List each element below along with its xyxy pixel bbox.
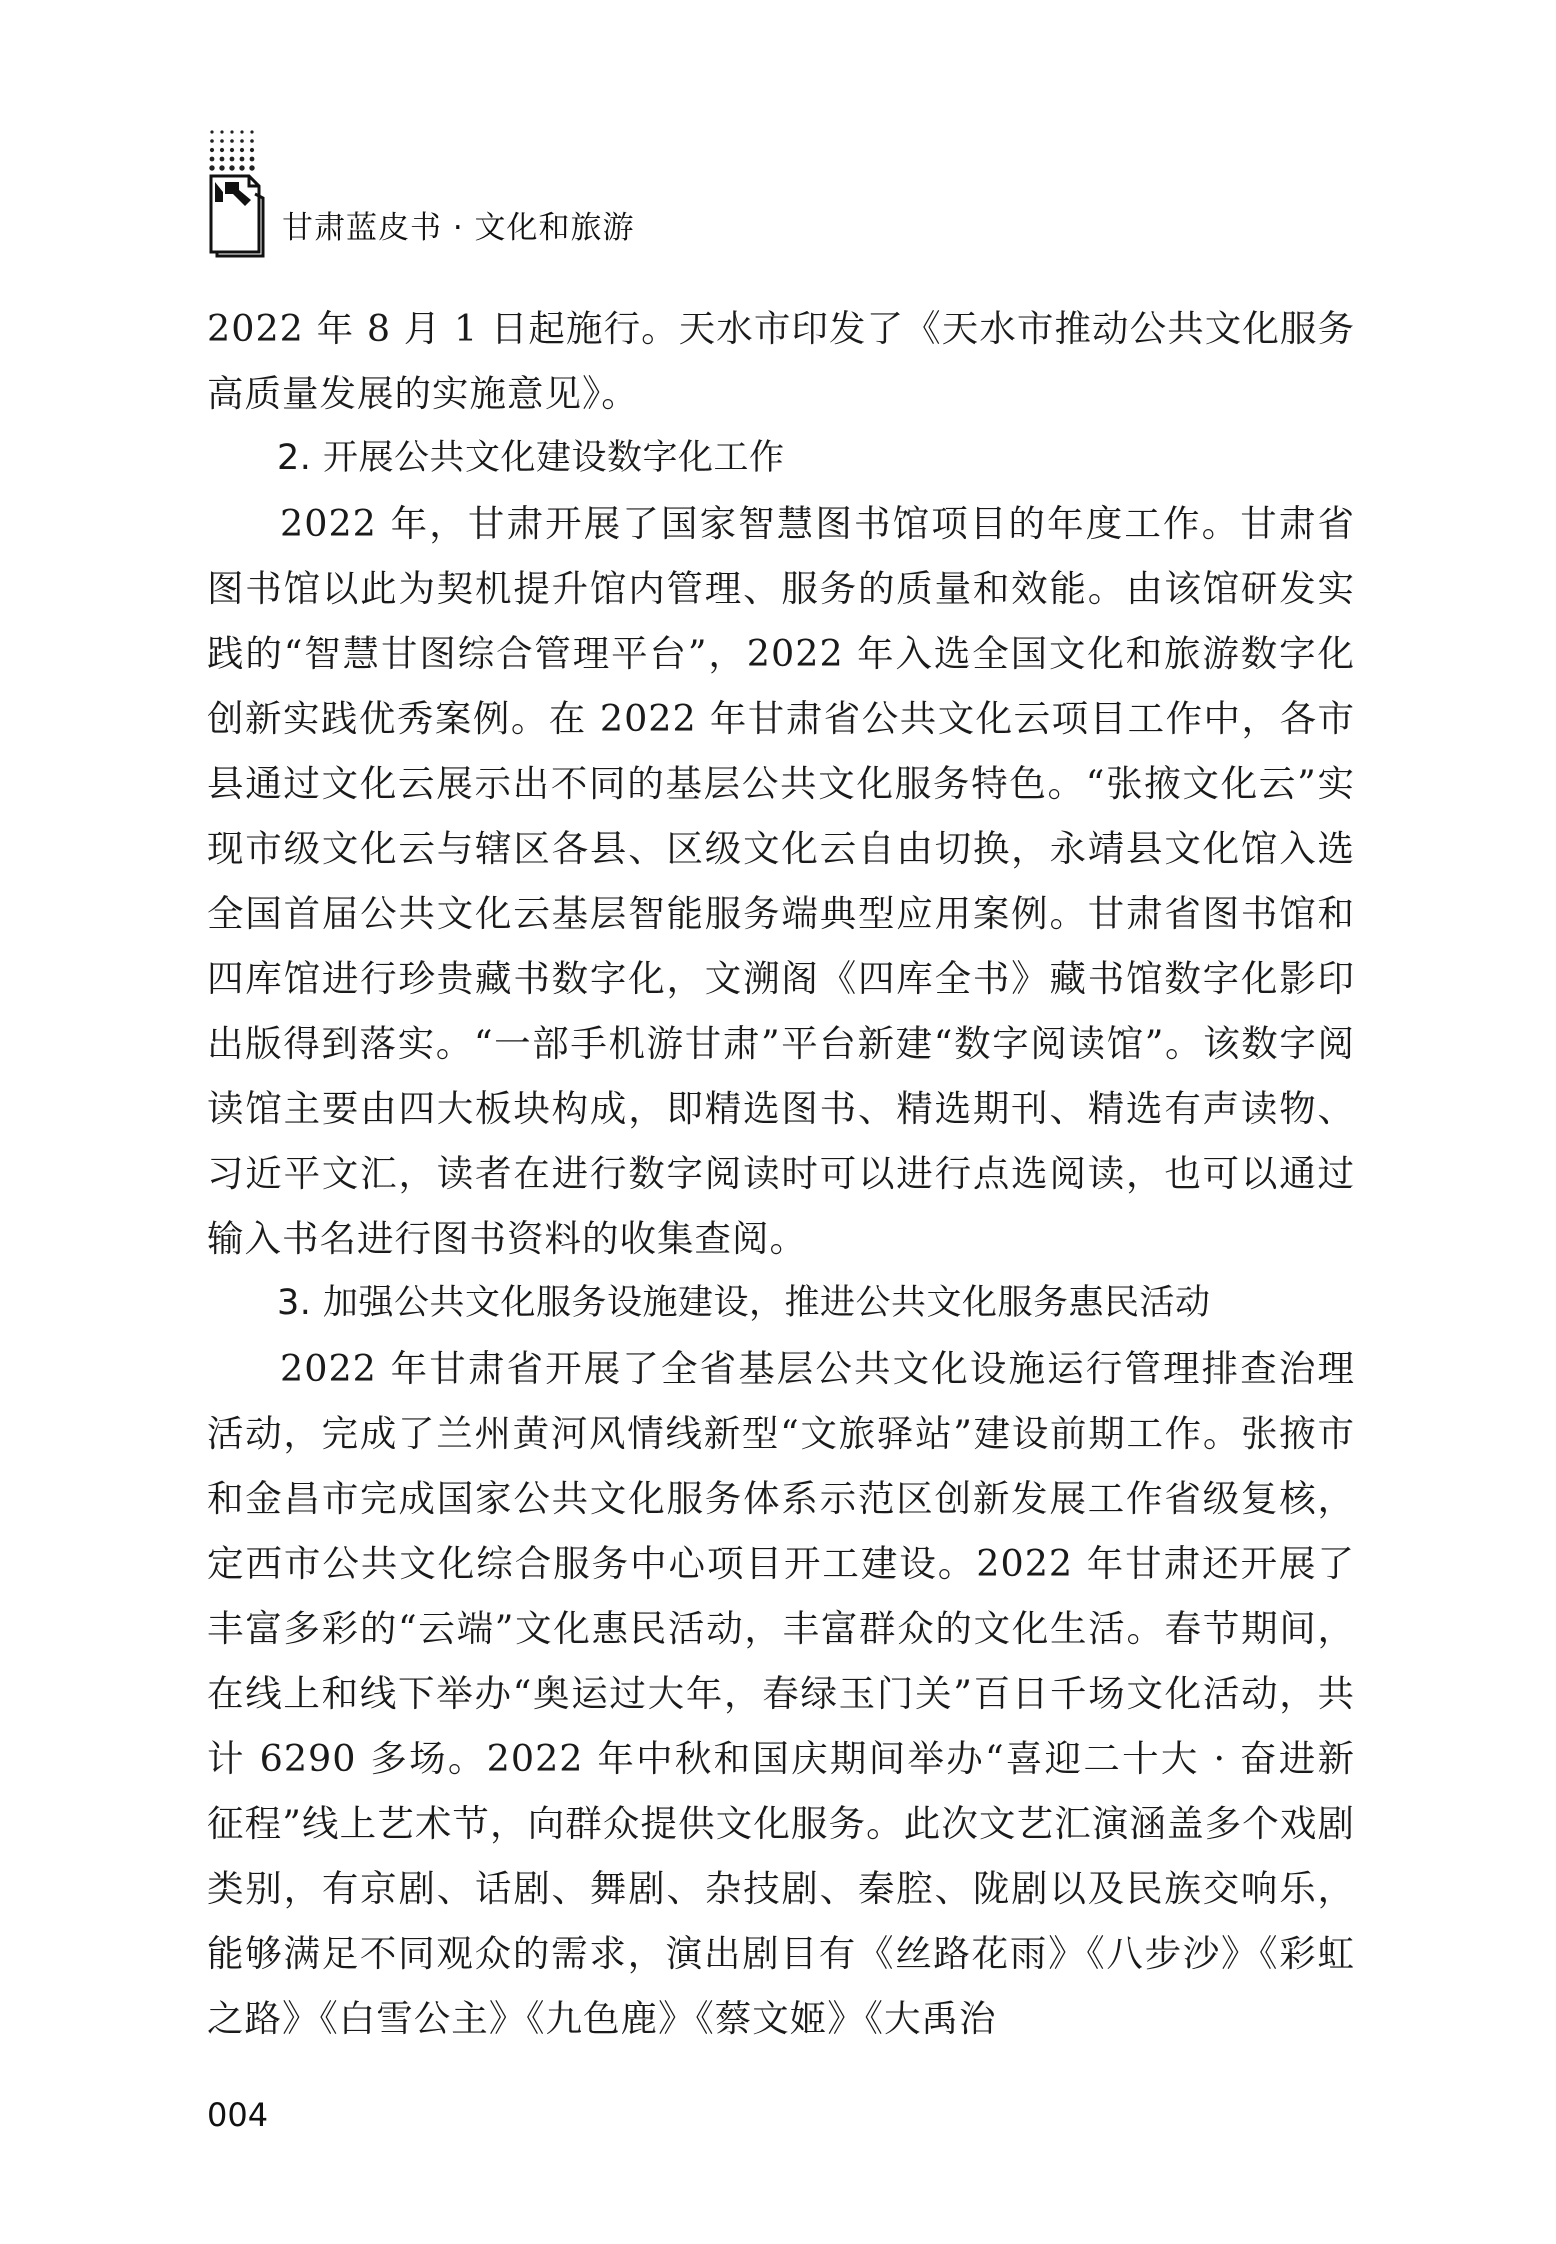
- paragraph-3: 2022 年甘肃省开展了全省基层公共文化设施运行管理排查治理活动，完成了兰州黄河风情线新型“文旅驿站”建设前期工作。张掖市和金昌市完成国家公共文化服务体系示范区创新发展工作省级复核，定西市公共文化综合服务中心项目开工建设。2022 年甘肃还开展了丰富多彩的“云端”文化惠民活动，丰富群众的文化生活。春节期间，在线上和线下举办“奥运过大年，春绿玉门关”百日千场文化活动，共计 6290 多场。2022 年中秋和国庆期间举办“喜迎二十大 · 奋进新征程”线上艺术节，向群众提供文化服务。此次文艺汇演涵盖多个戏剧类别，有京剧、话剧、舞剧、杂技剧、秦腔、陇剧以及民族交响乐，能够满足不同观众的需求，演出剧目有《丝路花雨》《八步沙》《彩虹之路》《白雪公主》《九色鹿》《蔡文姬》《大禹治: [207, 1347, 1355, 2040]
- section-heading-2: 2. 开展公共文化建设数字化工作: [277, 438, 785, 478]
- paragraph-1: 2022 年 8 月 1 日起施行。天水市印发了《天水市推动公共文化服务高质量发展的实施意见》。: [207, 307, 1355, 415]
- page-number: 004: [207, 2096, 269, 2134]
- dot-grid-icon: [208, 128, 260, 172]
- section-heading-3: 3. 加强公共文化服务设施建设，推进公共文化服务惠民活动: [277, 1283, 1211, 1323]
- book-logo-icon: [205, 172, 265, 258]
- body-text: [207, 296, 1355, 2051]
- paragraph-2: 2022 年，甘肃开展了国家智慧图书馆项目的年度工作。甘肃省图书馆以此为契机提升馆内管理、服务的质量和效能。由该馆研发实践的“智慧甘图综合管理平台”，2022 年入选全国文化和旅游数字化创新实践优秀案例。在 2022 年甘肃省公共文化云项目工作中，各市县通过文化云展示出不同的基层公共文化服务特色。“张掖文化云”实现市级文化云与辖区各县、区级文化云自由切换，永靖县文化馆入选全国首届公共文化云基层智能服务端典型应用案例。甘肃省图书馆和四库馆进行珍贵藏书数字化，文溯阁《四库全书》藏书馆数字化影印出版得到落实。“一部手机游甘肃”平台新建“数字阅读馆”。该数字阅读馆主要由四大板块构成，即精选图书、精选期刊、精选有声读物、习近平文汇，读者在进行数字阅读时可以进行点选阅读，也可以通过输入书名进行图书资料的收集查阅。: [207, 502, 1355, 1260]
- book-title: 甘肃蓝皮书 · 文化和旅游: [282, 210, 635, 246]
